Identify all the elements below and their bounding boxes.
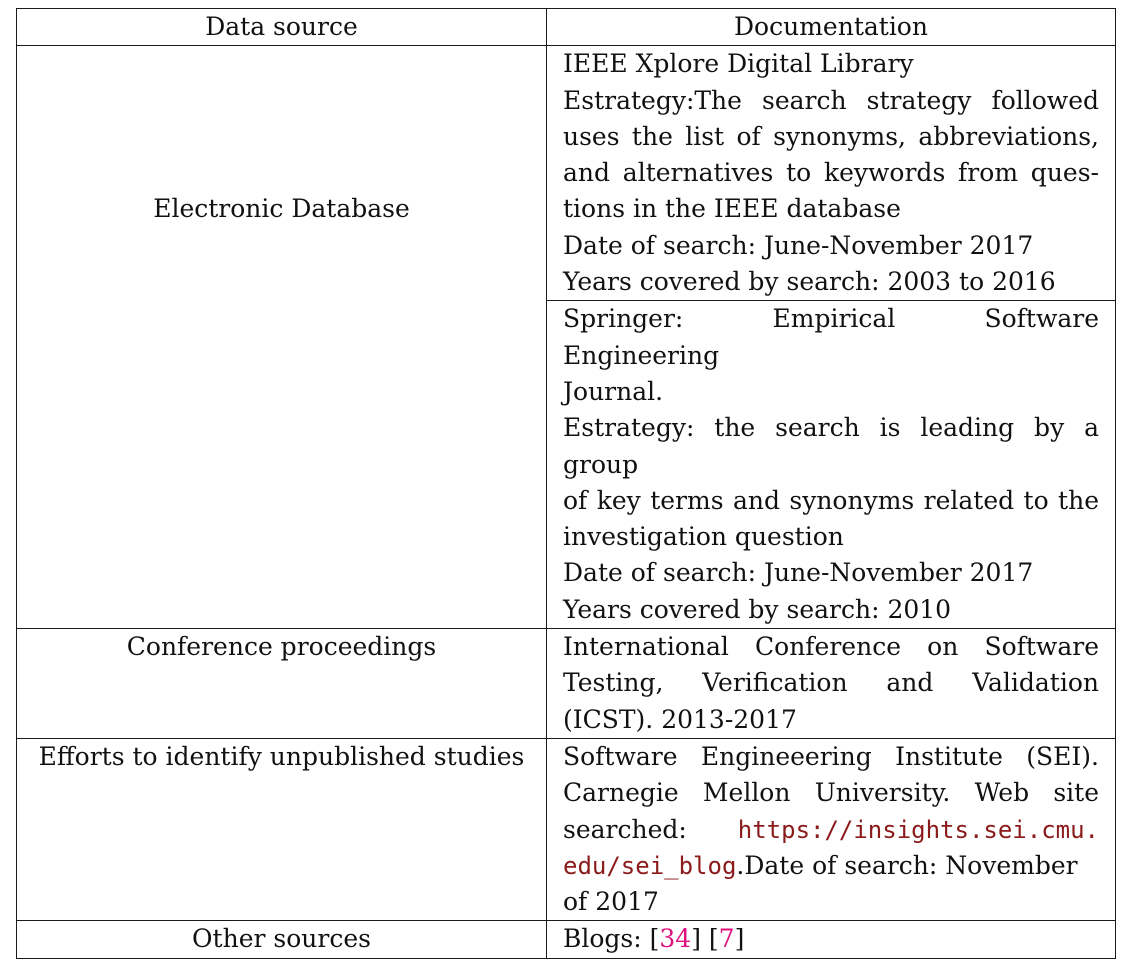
- doc-cell-ieee: [547, 46, 1116, 301]
- unpublished-line-4: [563, 848, 1099, 884]
- table-row-unpublished: [17, 738, 1116, 920]
- blogs-mid: ] [: [691, 924, 719, 954]
- doc-cell-unpublished: [547, 738, 1116, 920]
- conference-line-1: International Conference on Software: [563, 632, 1099, 662]
- sei-blog-link-part-2[interactable]: edu/sei_blog: [563, 851, 737, 880]
- header-data-source: Data source: [17, 9, 547, 46]
- ieee-strategy-line-1: Estrategy:The search strategy followed: [563, 85, 1099, 115]
- unpublished-line-5: of 2017: [563, 887, 659, 917]
- source-unpublished-studies: Efforts to identify unpublished studies: [38, 741, 525, 771]
- source-cell-other: [17, 921, 547, 958]
- ieee-title: IEEE Xplore Digital Library: [563, 49, 914, 79]
- ieee-years: Years covered by search: 2003 to 2016: [563, 267, 1056, 297]
- blogs-prefix: Blogs: [: [563, 924, 660, 954]
- sei-blog-link-part-1[interactable]: https://insights.sei.cmu.: [737, 815, 1099, 844]
- citation-7-link[interactable]: 7: [718, 924, 735, 954]
- header-documentation: Documentation: [547, 9, 1116, 46]
- springer-strategy-line-2: of key terms and synonyms related to the: [563, 485, 1099, 515]
- springer-title-line-1: Springer: Empirical Software Engineering: [563, 304, 1099, 370]
- blogs-line: [563, 921, 1099, 957]
- unpublished-url-and-date: [563, 848, 1078, 884]
- springer-strategy-line-1: Estrategy: the search is leading by a group: [563, 413, 1099, 479]
- springer-title-line-2: Journal.: [563, 376, 664, 406]
- conference-line-3: (ICST). 2013-2017: [563, 704, 797, 734]
- ieee-strategy-line-2: uses the list of synonyms, abbreviations,: [563, 121, 1099, 151]
- springer-strategy-line-3: investigation question: [563, 522, 844, 552]
- table-row-other: [17, 921, 1116, 958]
- table-header-row: [17, 9, 1116, 46]
- table-row-conference: [17, 629, 1116, 739]
- ieee-strategy-line-3: and alternatives to keywords from ques-: [563, 158, 1099, 188]
- doc-cell-conference: [547, 629, 1116, 739]
- source-cell-unpublished: [17, 738, 547, 920]
- ieee-date: Date of search: June-November 2017: [563, 230, 1034, 260]
- unpublished-line-1: Software Engineeering Institute (SEI).: [563, 741, 1099, 771]
- table-row-electronic-ieee: [17, 46, 1116, 301]
- citation-34-link[interactable]: 34: [659, 924, 692, 954]
- blogs-suffix: ]: [734, 924, 745, 954]
- source-cell-electronic: [17, 46, 547, 629]
- springer-date: Date of search: June-November 2017: [563, 558, 1034, 588]
- unpublished-date-prefix: .Date of search: November: [736, 850, 1078, 880]
- source-other-sources: Other sources: [192, 924, 371, 954]
- data-sources-table: [16, 8, 1116, 959]
- source-conference-proceedings: Conference proceedings: [126, 632, 437, 662]
- source-cell-conference: [17, 629, 547, 739]
- unpublished-searched-label: searched:: [563, 814, 687, 844]
- unpublished-line-3: [563, 812, 1099, 848]
- conference-line-2: Testing, Verification and Validation: [563, 668, 1099, 698]
- springer-years: Years covered by search: 2010: [563, 594, 952, 624]
- source-electronic-database: Electronic Database: [153, 194, 410, 224]
- doc-cell-springer: [547, 301, 1116, 629]
- ieee-strategy-line-4: tions in the IEEE database: [563, 194, 901, 224]
- unpublished-line-2: Carnegie Mellon University. Web site: [563, 778, 1099, 808]
- doc-cell-other: [547, 921, 1116, 958]
